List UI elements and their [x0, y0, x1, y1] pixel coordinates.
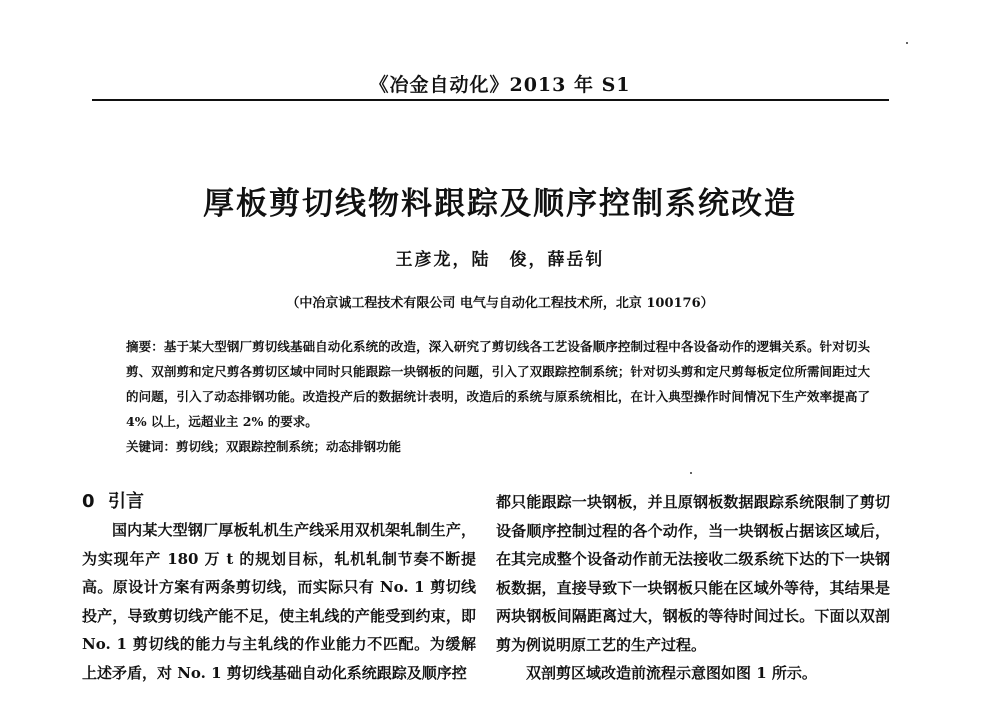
keywords-text: 剪切线；双跟踪控制系统；动态排钢功能	[176, 439, 402, 454]
header-rule	[92, 99, 889, 101]
scan-speck	[690, 472, 692, 474]
paper-authors: 王彦龙，陆 俊，薛岳钊	[395, 250, 605, 270]
abstract-block	[126, 334, 870, 459]
keywords-label: 关键词：	[126, 439, 177, 454]
body-paragraph-left: 国内某大型钢厂厚板轧机生产线采用双机架轧制生产，为实现年产 180 万 t 的规划目标，轧机轧制节奏不断提高。原设计方案有两条剪切线，而实际只有 No. 1 剪切线投产，导致剪切线产能不足，使主轧线的产能受到约束，即 No. 1 剪切线的能力与主轧线的作业能力不匹配。为缓解上述矛盾，对 No. 1 剪切线基础自动化系统跟踪及顺序控	[82, 521, 476, 682]
paper-affiliation: （中冶京诚工程技术有限公司 电气与自动化工程技术所，北京 100176）	[286, 296, 714, 311]
paper-title: 厚板剪切线物料跟踪及顺序控制系统改造	[203, 186, 797, 222]
keywords-line	[126, 434, 870, 459]
left-column	[82, 488, 476, 687]
right-column	[496, 488, 890, 688]
abstract-text: 基于某大型钢厂剪切线基础自动化系统的改造，深入研究了剪切线各工艺设备顺序控制过程中各设备动作的逻辑关系。针对切头剪、双剖剪和定尺剪各剪切区域中同时只能跟踪一块钢板的问题，引入了双跟踪控制系统；针对切头剪和定尺剪每板定位所需间距过大的问题，引入了动态排钢功能。改造投产后的数据统计表明，改造后的系统与原系统相比，在计入典型操作时间情况下生产效率提高了 4% 以上，远超业主 2% 的要求。	[126, 339, 870, 429]
section-heading	[82, 488, 476, 516]
section-number: 0	[82, 491, 95, 512]
body-paragraph-right-2: 双剖剪区域改造前流程示意图如图 1 所示。	[526, 664, 817, 682]
abstract-paragraph	[126, 334, 870, 434]
journal-header: 《冶金自动化》2013 年 S1	[369, 74, 631, 96]
scan-speck	[906, 42, 908, 44]
section-title: 引言	[108, 491, 144, 512]
abstract-label: 摘要：	[126, 339, 164, 354]
body-paragraph-right-1: 都只能跟踪一块钢板，并且原钢板数据跟踪系统限制了剪切设备顺序控制过程的各个动作，当一块钢板占据该区域后，在其完成整个设备动作前无法接收二级系统下达的下一块钢板数据，直接导致下一块钢板只能在区域外等待，其结果是两块钢板间隔距离过大，钢板的等待时间过长。下面以双剖剪为例说明原工艺的生产过程。	[496, 493, 890, 654]
